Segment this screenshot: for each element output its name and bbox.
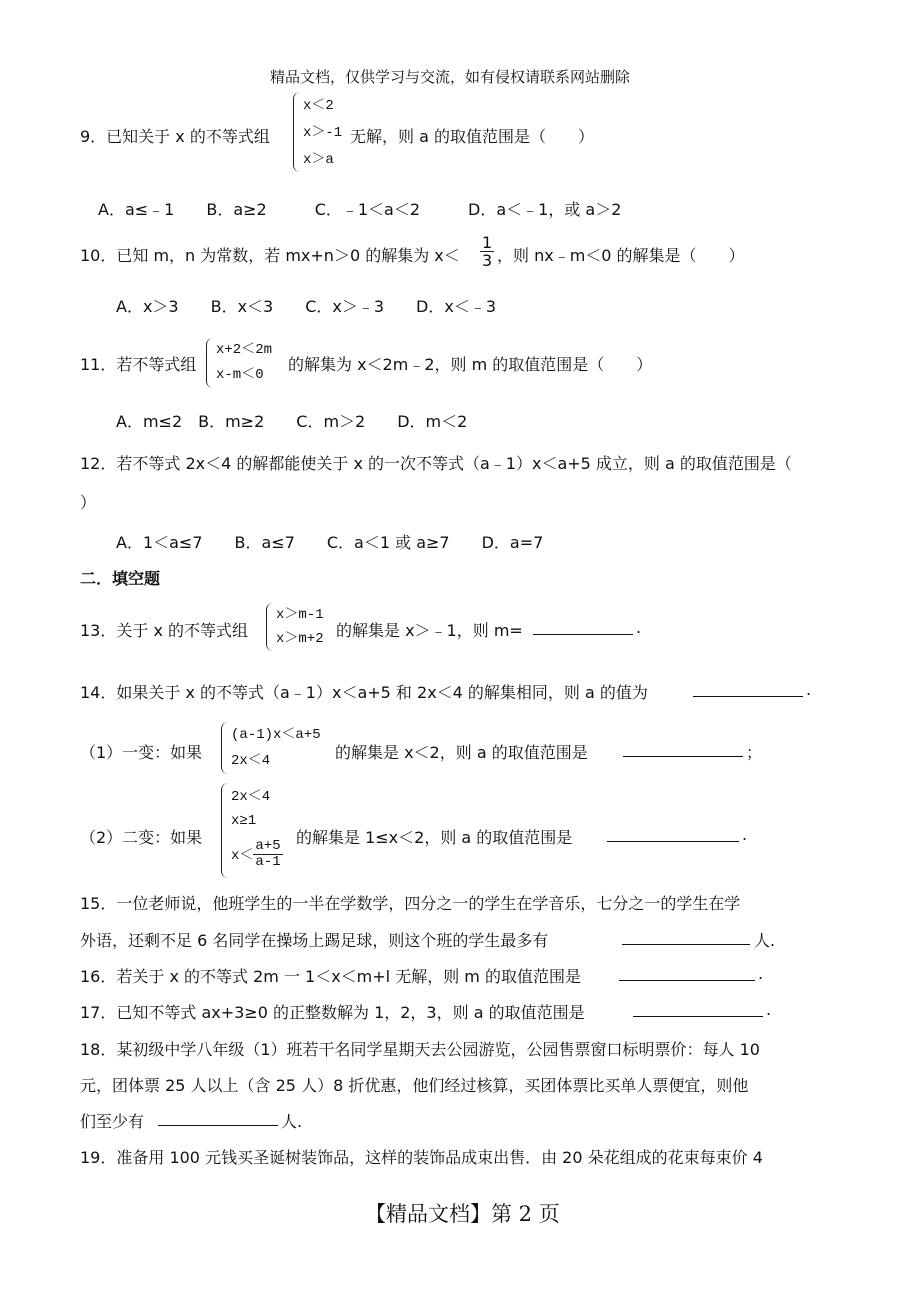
q9-stem-post: 无解，则 a 的取值范围是（ ）	[350, 127, 594, 146]
q14-sub2-pre: （2）二变：如果	[80, 828, 203, 847]
q14-answer-blank[interactable]	[693, 680, 803, 697]
q14-sub1-post: 的解集是 x＜2，则 a 的取值范围是	[335, 743, 588, 762]
q18-stem-line2: 元，团体票 25 人以上（含 25 人）8 折优惠，他们经过核算，买团体票比买单人票便宜，则他	[80, 1076, 749, 1095]
q14-sub2-post: 的解集是 1≤x＜2，则 a 的取值范围是	[296, 828, 573, 847]
q13-answer-blank[interactable]	[533, 618, 633, 635]
page-header: 精品文档，仅供学习与交流，如有侵权请联系网站删除	[270, 68, 631, 86]
q17-answer-blank[interactable]	[633, 1000, 763, 1017]
q11-options: A．m≤2 B．m≥2 C．m＞2 D．m＜2	[116, 412, 468, 431]
q15-answer-blank[interactable]	[622, 928, 750, 945]
q14-sub1-end: ；	[746, 743, 763, 762]
q15-stem-line1: 15．一位老师说，他班学生的一半在学数学，四分之一的学生在学音乐，七分之一的学生在学	[80, 894, 741, 913]
q18-answer-blank[interactable]	[158, 1109, 278, 1126]
q9-stem-pre: 9．已知关于 x 的不等式组	[80, 127, 270, 146]
q14-end: .	[806, 680, 812, 699]
q9-system-brace	[293, 92, 301, 172]
q14-sub2-fraction: $\frac{a+5}{a-1}$	[255, 837, 281, 870]
q14-sub2-end: .	[742, 825, 748, 844]
q18-stem-line1: 18．某初级中学八年级（1）班若干名同学星期天去公园游览，公园售票窗口标明票价：每人 10	[80, 1040, 760, 1059]
q14-sub1-pre: （1）一变：如果	[80, 743, 203, 762]
q14-sub1-brace	[221, 722, 229, 774]
q17-end: .	[766, 1000, 772, 1019]
q15-end: 人.	[754, 931, 776, 950]
q13-stem-pre: 13．关于 x 的不等式组	[80, 621, 249, 640]
q10-fraction: $\frac{1}{3}$	[482, 233, 493, 270]
q18-stem-line3: 们至少有	[80, 1112, 145, 1131]
q9-inequality-system: x＜2 x＞-1 x＞a	[303, 98, 343, 168]
q14-sub2-answer-blank[interactable]	[607, 825, 739, 842]
q15-stem-line2: 外语，还剩不足 6 名同学在操场上踢足球，则这个班的学生最多有	[80, 931, 549, 950]
q9-options: A．a≤﹣1 B．a≥2 C．﹣1＜a＜2 D．a＜﹣1，或 a＞2	[98, 200, 622, 219]
q13-end: .	[636, 618, 642, 637]
page-footer: 【精品文档】第 2 页	[365, 1202, 560, 1226]
q13-system-brace	[266, 603, 274, 651]
q12-options: A．1＜a≤7 B．a≤7 C．a＜1 或 a≥7 D．a=7	[116, 533, 544, 552]
q13-stem-post: 的解集是 x＞﹣1，则 m=	[336, 621, 523, 640]
q19-stem-line1: 19．准备用 100 元钱买圣诞树装饰品，这样的装饰品成束出售．由 20 朵花组成的花束每束价 4	[80, 1148, 763, 1167]
q10-stem-post: ，则 nx﹣m＜0 的解集是（ ）	[497, 246, 745, 265]
q16-end: .	[758, 964, 764, 983]
q12-stem-line1: 12．若不等式 2x＜4 的解都能使关于 x 的一次不等式（a﹣1）x＜a+5 成立，则 a 的取值范围是（	[80, 454, 792, 473]
q14-sub2-brace	[221, 783, 229, 878]
q11-stem-pre: 11．若不等式组	[80, 355, 197, 374]
q17-stem: 17．已知不等式 ax+3≥0 的正整数解为 1，2，3，则 a 的取值范围是	[80, 1003, 585, 1022]
q16-answer-blank[interactable]	[619, 964, 755, 981]
q14-sub1-answer-blank[interactable]	[623, 740, 743, 757]
q10-options: A．x＞3 B．x＜3 C．x＞﹣3 D．x＜﹣3	[116, 297, 497, 316]
q11-inequality-system: x+2＜2m x-m＜0	[216, 342, 273, 383]
q14-sub2-system: 2x＜4 x≥1 x＜ $\frac{a+5}{a-1}$	[231, 789, 281, 870]
q14-sub1-system: (a-1)x＜a+5 2x＜4	[231, 727, 321, 769]
q11-stem-post: 的解集为 x＜2m﹣2，则 m 的取值范围是（ ）	[288, 355, 653, 374]
q16-stem: 16．若关于 x 的不等式 2m 一 1＜x＜m+l 无解，则 m 的取值范围是	[80, 967, 581, 986]
q14-stem: 14．如果关于 x 的不等式（a﹣1）x＜a+5 和 2x＜4 的解集相同，则 a 的值为	[80, 683, 648, 702]
q18-end: 人.	[281, 1112, 303, 1131]
q11-system-brace	[206, 338, 214, 388]
q13-inequality-system: x＞m-1 x＞m+2	[276, 607, 324, 647]
section-title-fill-in: 二．填空题	[80, 569, 161, 588]
q12-stem-line2: ）	[80, 493, 97, 512]
q10-stem-pre: 10．已知 m，n 为常数，若 mx+n＞0 的解集为 x＜	[80, 246, 460, 265]
